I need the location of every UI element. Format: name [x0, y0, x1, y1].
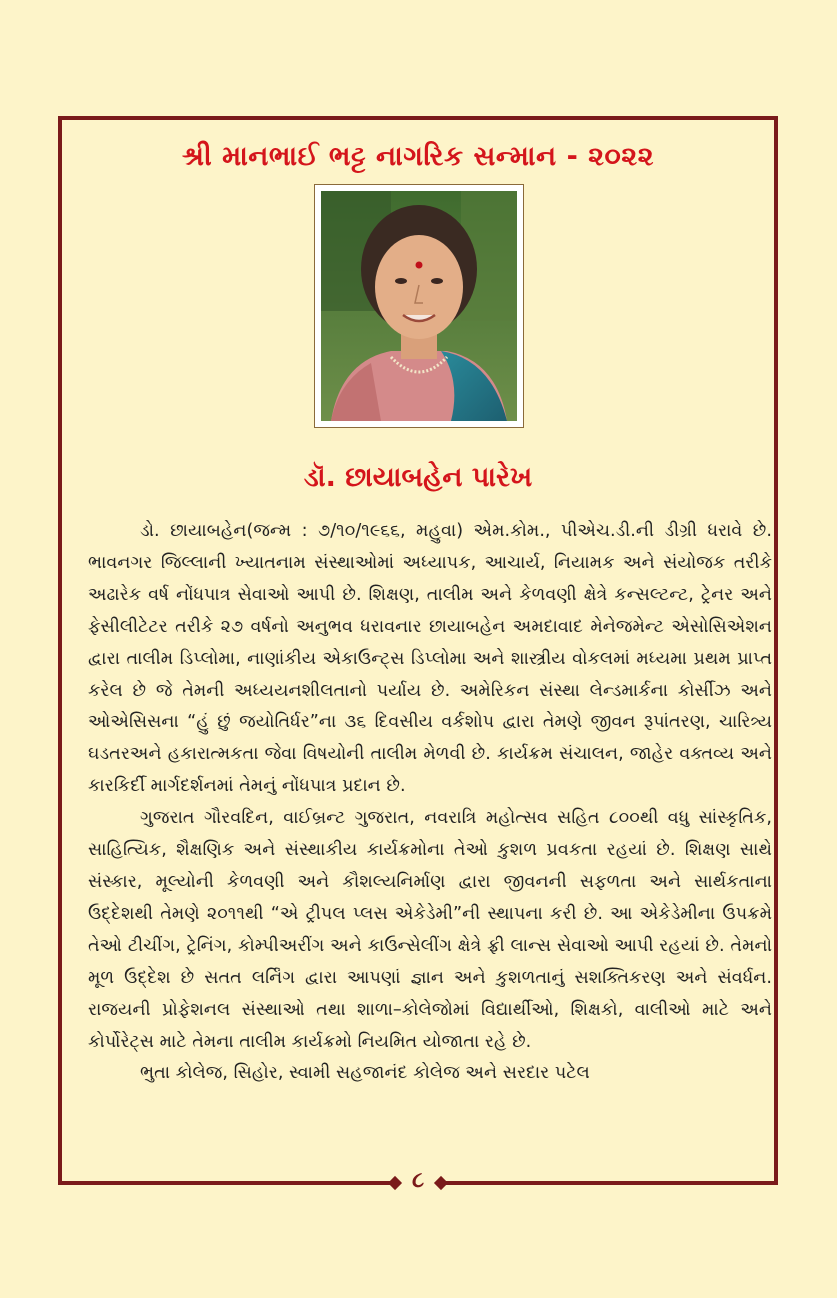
biography-paragraph-2: ગુજરાત ગૌરવદિન, વાઈબ્રન્ટ ગુજરાત, નવરાત્રિ મહોત્સવ સહિત ૮૦૦થી વધુ સાંસ્કૃતિક, સાહિત્યિક, શૈક્ષણિક અને સંસ્થાકીય કાર્યક્રમોના તેઓ કુશળ પ્રવકતા રહયાં છે. શિક્ષણ સાથે સંસ્કાર, મૂલ્યોની કેળવણી અને કૌશલ્યનિર્માણ દ્વારા જીવનની સફળતા અને સાર્થકતાના ઉદ્દેશથી તેમણે ૨૦૧૧થી “એ ટ્રીપલ પ્લસ એકેડેમી”ની સ્થાપના કરી છે. આ એકેડેમીના ઉપક્રમે તેઓ ટીચીંગ, ટ્રેનિંગ, કોમ્પીઅરીંગ અને કાઉન્સેલીંગ ક્ષેત્રે ફ્રી લાન્સ સેવાઓ આપી રહયાં છે. તેમનો મૂળ ઉદ્દેશ છે સતત લર્નિંગ દ્વારા આપણાં જ્ઞાન અને કુશળતાનું સશક્તિકરણ અને સંવર્ધન. રાજયની પ્રોફેશનલ સંસ્થાઓ તથા શાળા–કોલેજોમાં વિદ્યાર્થીઓ, શિક્ષકો, વાલીઓ માટે અને કોર્પોરેટ્સ માટે તેમના તાલીમ કાર્યક્રમો નિયમિત યોજાતા રહે છે.	[88, 808, 772, 1052]
page-footer	[58, 1166, 778, 1200]
portrait-photo	[321, 191, 517, 421]
biography-paragraph-3: ભુતા કોલેજ, સિહોર, સ્વામી સહજાનંદ કોલેજ અને સરદાર પટેલ	[140, 1063, 590, 1084]
footer-rule-right	[442, 1181, 778, 1185]
biography-paragraph-1: ડો. છાયાબહેન(જન્મ : ૭/૧૦/૧૯૬૬, મહુવા) એમ.કોમ., પીએચ.ડી.ની ડીગ્રી ધરાવે છે. ભાવનગર જિલ્લાની ખ્યાતનામ સંસ્થાઓમાં અધ્યાપક, આચાર્ય, નિયામક અને સંયોજક તરીકે અઢારેક વર્ષ નોંધપાત્ર સેવાઓ આપી છે. શિક્ષણ, તાલીમ અને કેળવણી ક્ષેત્રે કન્સલ્ટન્ટ, ટ્રેનર અને ફેસીલીટેટર તરીકે ૨૭ વર્ષનો અનુભવ ધરાવનાર છાયાબહેન અમદાવાદ મેનેજમેન્ટ એસોસિએશન દ્વારા તાલીમ ડિપ્લોમા, નાણાંકીય એકાઉન્ટ્સ ડિપ્લોમા અને શાસ્ત્રીય વોકલમાં મધ્યમા પ્રથમ પ્રાપ્ત કરેલ છે જે તેમની અધ્યયનશીલતાનો પર્યાય છે. અમેરિકન સંસ્થા લેન્ડમાર્કના કોર્સીઝ અને ઓએસિસના “હું છું જયોતિર્ધર”ના ૩૬ દિવસીય વર્કશોપ દ્વારા તેમણે જીવન રૂપાંતરણ, ચારિત્ર્ય ઘડતરઅને હકારાત્મકતા જેવા વિષયોની તાલીમ મેળવી છે. કાર્યક્રમ સંચાલન, જાહેર વક્તવ્ય અને કારકિર્દી માર્ગદર્શનમાં તેમનું નોંધપાત્ર પ્રદાન છે.	[88, 521, 772, 797]
honoree-name: ડૉ. છાયાબહેન પારેખ	[303, 462, 533, 493]
page-number: ૮	[411, 1168, 425, 1193]
portrait-frame	[314, 184, 524, 428]
biography-text	[88, 516, 772, 1090]
award-heading: શ્રી માનભાઈ ભટ્ટ નાગરિક સન્માન - ૨૦૨૨	[182, 141, 654, 172]
